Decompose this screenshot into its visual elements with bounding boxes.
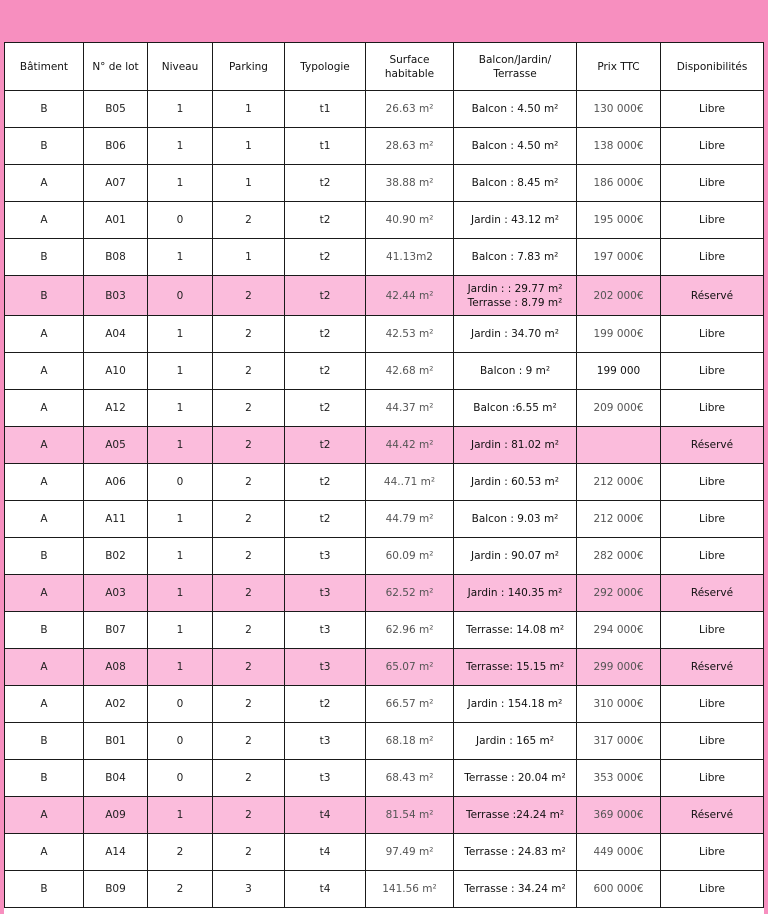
table-row [5,239,764,276]
col-header-surface: Surface habitable [366,43,454,91]
cell-dispo: Réservé [661,649,764,686]
cell-batiment: A [5,686,84,723]
table-row [5,538,764,575]
cell-dispo: Libre [661,501,764,538]
cell-niveau: 1 [148,575,213,612]
cell-batiment: B [5,128,84,165]
cell-niveau: 1 [148,239,213,276]
cell-niveau: 0 [148,202,213,239]
table-row [5,202,764,239]
cell-surface: 97.49 m² [366,834,454,871]
cell-lot: A01 [84,202,148,239]
cell-parking: 2 [213,202,285,239]
cell-exterieur: Jardin : 34.70 m² [454,316,577,353]
cell-parking: 1 [213,165,285,202]
table-row [5,353,764,390]
cell-dispo: Libre [661,538,764,575]
cell-surface: 28.63 m² [366,128,454,165]
cell-dispo: Réservé [661,575,764,612]
cell-lot: A05 [84,427,148,464]
cell-batiment: A [5,464,84,501]
cell-batiment: B [5,538,84,575]
cell-batiment: A [5,501,84,538]
cell-dispo: Libre [661,128,764,165]
cell-dispo: Libre [661,239,764,276]
cell-lot: B03 [84,276,148,316]
cell-typologie: t2 [285,165,366,202]
cell-exterieur: Balcon : 9 m² [454,353,577,390]
cell-typologie: t3 [285,649,366,686]
table-row [5,871,764,908]
col-header-niveau: Niveau [148,43,213,91]
cell-parking: 3 [213,871,285,908]
table-row [5,501,764,538]
cell-lot: B07 [84,612,148,649]
cell-dispo: Libre [661,871,764,908]
cell-exterieur: Balcon : 8.45 m² [454,165,577,202]
cell-typologie: t2 [285,686,366,723]
cell-dispo: Libre [661,834,764,871]
cell-exterieur: Jardin : 60.53 m² [454,464,577,501]
cell-exterieur: Balcon : 4.50 m² [454,128,577,165]
lots-table-container [4,42,764,914]
cell-niveau: 1 [148,538,213,575]
cell-lot: A14 [84,834,148,871]
cell-niveau: 2 [148,834,213,871]
cell-parking: 2 [213,649,285,686]
cell-parking: 2 [213,797,285,834]
cell-lot: B02 [84,538,148,575]
cell-parking: 2 [213,464,285,501]
cell-parking: 2 [213,316,285,353]
cell-prix: 138 000€ [577,128,661,165]
cell-surface: 26.63 m² [366,91,454,128]
cell-niveau: 0 [148,723,213,760]
cell-surface: 40.90 m² [366,202,454,239]
cell-lot: A10 [84,353,148,390]
cell-batiment: A [5,202,84,239]
cell-typologie: t4 [285,871,366,908]
cell-prix: 292 000€ [577,575,661,612]
cell-typologie: t2 [285,390,366,427]
cell-typologie: t3 [285,612,366,649]
cell-parking: 2 [213,501,285,538]
cell-prix: 310 000€ [577,686,661,723]
cell-prix: 449 000€ [577,834,661,871]
cell-surface: 42.44 m² [366,276,454,316]
cell-batiment: A [5,575,84,612]
cell-lot: B09 [84,871,148,908]
cell-dispo: Libre [661,723,764,760]
cell-batiment: A [5,316,84,353]
table-row [5,612,764,649]
cell-dispo: Libre [661,165,764,202]
cell-lot: A02 [84,686,148,723]
cell-prix: 186 000€ [577,165,661,202]
cell-prix: 212 000€ [577,464,661,501]
table-row [5,649,764,686]
col-header-batiment: Bâtiment [5,43,84,91]
cell-lot: B01 [84,723,148,760]
cell-dispo: Libre [661,91,764,128]
cell-surface: 60.09 m² [366,538,454,575]
cell-niveau: 0 [148,464,213,501]
table-body [5,91,764,908]
col-header-prix: Prix TTC [577,43,661,91]
cell-batiment: A [5,427,84,464]
cell-typologie: t2 [285,276,366,316]
cell-lot: A08 [84,649,148,686]
cell-parking: 2 [213,723,285,760]
table-row [5,686,764,723]
cell-parking: 1 [213,128,285,165]
cell-typologie: t2 [285,501,366,538]
cell-exterieur: Terrasse : 34.24 m² [454,871,577,908]
table-row [5,427,764,464]
cell-typologie: t3 [285,723,366,760]
table-row [5,276,764,316]
cell-prix: 199 000€ [577,316,661,353]
table-row [5,464,764,501]
cell-lot: A06 [84,464,148,501]
cell-batiment: A [5,834,84,871]
cell-typologie: t3 [285,760,366,797]
cell-parking: 2 [213,276,285,316]
cell-exterieur: Balcon : 7.83 m² [454,239,577,276]
cell-exterieur: Terrasse: 14.08 m² [454,612,577,649]
cell-batiment: A [5,353,84,390]
cell-surface: 65.07 m² [366,649,454,686]
cell-niveau: 1 [148,427,213,464]
cell-niveau: 0 [148,686,213,723]
cell-lot: B08 [84,239,148,276]
cell-niveau: 1 [148,612,213,649]
cell-surface: 44.79 m² [366,501,454,538]
cell-niveau: 1 [148,797,213,834]
cell-lot: A12 [84,390,148,427]
cell-typologie: t4 [285,834,366,871]
cell-parking: 1 [213,239,285,276]
cell-batiment: B [5,723,84,760]
cell-lot: A03 [84,575,148,612]
cell-batiment: A [5,390,84,427]
cell-dispo: Libre [661,353,764,390]
cell-surface: 44.37 m² [366,390,454,427]
cell-typologie: t2 [285,427,366,464]
cell-exterieur: Jardin : 43.12 m² [454,202,577,239]
cell-batiment: B [5,871,84,908]
cell-parking: 2 [213,834,285,871]
cell-prix: 202 000€ [577,276,661,316]
cell-niveau: 1 [148,501,213,538]
cell-typologie: t3 [285,538,366,575]
cell-typologie: t2 [285,316,366,353]
cell-lot: A04 [84,316,148,353]
cell-prix: 197 000€ [577,239,661,276]
cell-parking: 2 [213,612,285,649]
cell-niveau: 1 [148,91,213,128]
cell-prix: 317 000€ [577,723,661,760]
cell-parking: 2 [213,686,285,723]
col-header-dispo: Disponibilités [661,43,764,91]
cell-niveau: 0 [148,760,213,797]
cell-exterieur: Balcon : 9.03 m² [454,501,577,538]
cell-prix: 282 000€ [577,538,661,575]
table-row [5,316,764,353]
cell-surface: 68.43 m² [366,760,454,797]
table-row [5,165,764,202]
cell-niveau: 1 [148,649,213,686]
cell-exterieur: Balcon :6.55 m² [454,390,577,427]
cell-typologie: t1 [285,128,366,165]
cell-surface: 41.13m2 [366,239,454,276]
cell-dispo: Réservé [661,276,764,316]
cell-dispo: Libre [661,316,764,353]
table-row [5,91,764,128]
col-header-lot: N° de lot [84,43,148,91]
table-row [5,128,764,165]
cell-lot: B04 [84,760,148,797]
col-header-typologie: Typologie [285,43,366,91]
cell-surface: 42.53 m² [366,316,454,353]
cell-dispo: Libre [661,760,764,797]
header-banner [0,0,768,42]
cell-niveau: 1 [148,390,213,427]
cell-surface: 44..71 m² [366,464,454,501]
cell-dispo: Libre [661,390,764,427]
cell-surface: 62.96 m² [366,612,454,649]
cell-lot: A07 [84,165,148,202]
cell-niveau: 1 [148,165,213,202]
cell-surface: 42.68 m² [366,353,454,390]
cell-prix: 299 000€ [577,649,661,686]
cell-niveau: 1 [148,316,213,353]
cell-batiment: A [5,165,84,202]
cell-parking: 2 [213,353,285,390]
cell-parking: 2 [213,538,285,575]
cell-surface: 38.88 m² [366,165,454,202]
cell-dispo: Libre [661,612,764,649]
table-header-row [5,43,764,91]
cell-prix: 195 000€ [577,202,661,239]
cell-exterieur: Terrasse :24.24 m² [454,797,577,834]
cell-typologie: t1 [285,91,366,128]
table-row [5,723,764,760]
cell-dispo: Libre [661,202,764,239]
cell-batiment: B [5,760,84,797]
col-header-parking: Parking [213,43,285,91]
cell-surface: 81.54 m² [366,797,454,834]
cell-parking: 2 [213,575,285,612]
cell-exterieur: Terrasse : 24.83 m² [454,834,577,871]
cell-parking: 2 [213,390,285,427]
cell-lot: A11 [84,501,148,538]
cell-exterieur: Jardin : 90.07 m² [454,538,577,575]
cell-typologie: t2 [285,464,366,501]
table-row [5,575,764,612]
cell-exterieur: Jardin : : 29.77 m² Terrasse : 8.79 m² [454,276,577,316]
cell-lot: B06 [84,128,148,165]
cell-prix: 199 000 [577,353,661,390]
cell-prix: 600 000€ [577,871,661,908]
cell-prix: 353 000€ [577,760,661,797]
cell-typologie: t4 [285,797,366,834]
cell-batiment: A [5,797,84,834]
cell-exterieur: Terrasse : 20.04 m² [454,760,577,797]
table-row [5,834,764,871]
cell-lot: A09 [84,797,148,834]
cell-prix: 369 000€ [577,797,661,834]
cell-dispo: Libre [661,464,764,501]
col-header-exterieur: Balcon/Jardin/ Terrasse [454,43,577,91]
cell-parking: 1 [213,91,285,128]
cell-surface: 68.18 m² [366,723,454,760]
cell-niveau: 2 [148,871,213,908]
cell-exterieur: Jardin : 81.02 m² [454,427,577,464]
cell-typologie: t2 [285,239,366,276]
cell-niveau: 1 [148,128,213,165]
cell-dispo: Réservé [661,797,764,834]
cell-batiment: A [5,649,84,686]
cell-parking: 2 [213,427,285,464]
cell-dispo: Libre [661,686,764,723]
cell-batiment: B [5,612,84,649]
cell-prix: 209 000€ [577,390,661,427]
cell-exterieur: Jardin : 165 m² [454,723,577,760]
cell-prix: 294 000€ [577,612,661,649]
cell-exterieur: Jardin : 140.35 m² [454,575,577,612]
cell-batiment: B [5,276,84,316]
cell-prix: 212 000€ [577,501,661,538]
cell-batiment: B [5,91,84,128]
table-row [5,760,764,797]
cell-exterieur: Balcon : 4.50 m² [454,91,577,128]
cell-exterieur: Jardin : 154.18 m² [454,686,577,723]
table-row [5,390,764,427]
cell-niveau: 0 [148,276,213,316]
cell-prix: 130 000€ [577,91,661,128]
cell-surface: 44.42 m² [366,427,454,464]
cell-typologie: t3 [285,575,366,612]
lots-table [4,42,764,908]
cell-parking: 2 [213,760,285,797]
cell-surface: 62.52 m² [366,575,454,612]
cell-dispo: Réservé [661,427,764,464]
cell-lot: B05 [84,91,148,128]
cell-batiment: B [5,239,84,276]
cell-niveau: 1 [148,353,213,390]
cell-typologie: t2 [285,353,366,390]
cell-surface: 66.57 m² [366,686,454,723]
table-row [5,797,764,834]
cell-prix [577,427,661,464]
cell-surface: 141.56 m² [366,871,454,908]
cell-typologie: t2 [285,202,366,239]
cell-exterieur: Terrasse: 15.15 m² [454,649,577,686]
